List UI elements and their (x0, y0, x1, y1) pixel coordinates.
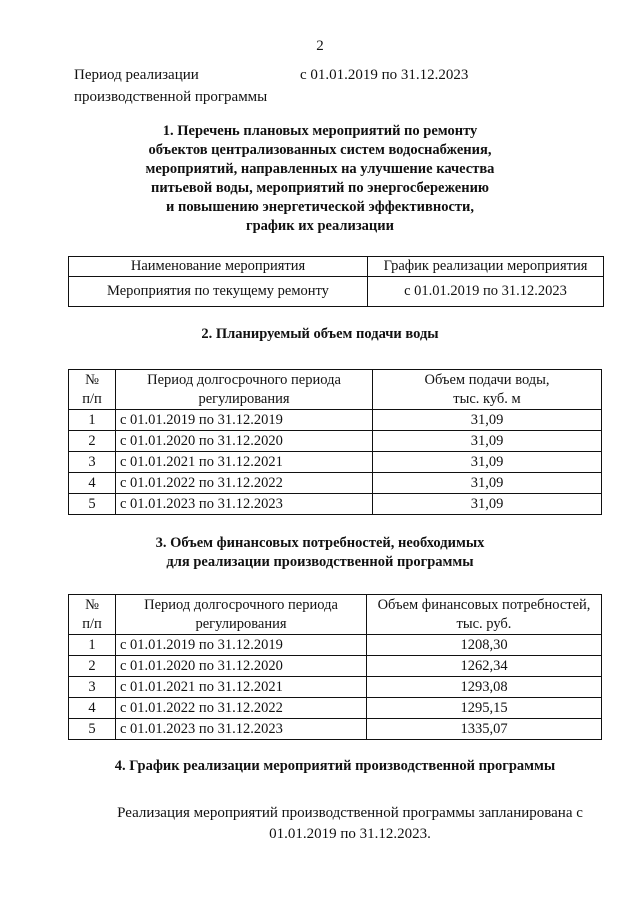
row-amount: 1293,08 (367, 677, 602, 698)
row-amount: 1262,34 (367, 656, 602, 677)
header-period-line1: Период долгосрочного периода (144, 596, 338, 613)
row-amount: 1335,07 (367, 719, 602, 740)
table-row (69, 677, 602, 698)
row-volume: 31,09 (373, 452, 602, 473)
row-volume: 31,09 (373, 431, 602, 452)
table-row (69, 410, 602, 431)
header-period (116, 595, 367, 635)
row-number: 3 (69, 452, 116, 473)
section4-title: 4. График реализации мероприятий производственной программы (114, 758, 556, 774)
header-period-line1: Период долгосрочного периода (147, 371, 341, 388)
row-number: 4 (69, 473, 116, 494)
section1-title-line: объектов централизованных систем водоснабжения, (148, 142, 492, 158)
header-number-line2: п/п (82, 615, 102, 632)
row-number: 1 (69, 635, 116, 656)
period-label-line1: Период реализации (74, 67, 199, 83)
row-number: 5 (69, 494, 116, 515)
table-row (69, 719, 602, 740)
row-number: 2 (69, 431, 116, 452)
header-period-line2: регулирования (195, 615, 287, 632)
row-period: с 01.01.2020 по 31.12.2020 (116, 656, 367, 677)
row-number: 2 (69, 656, 116, 677)
measures-table (68, 256, 604, 307)
row-amount: 1208,30 (367, 635, 602, 656)
row-period: с 01.01.2023 по 31.12.2023 (116, 719, 367, 740)
header-measure-name: Наименование мероприятия (69, 257, 368, 277)
table-row (69, 473, 602, 494)
header-number-line1: № (85, 596, 99, 613)
section3-title (60, 534, 580, 572)
table-header-row (69, 595, 602, 635)
water-supply-table (68, 369, 602, 515)
table-row (69, 635, 602, 656)
table-row (69, 494, 602, 515)
section4-text-line1: Реализация мероприятий производственной программы запланирована с (117, 805, 583, 821)
period-value: с 01.01.2019 по 31.12.2023 (300, 67, 469, 83)
header-number (69, 370, 116, 410)
header-financial-needs (367, 595, 602, 635)
section3-title-line2: для реализации производственной программы (166, 554, 474, 570)
section1-title-line: мероприятий, направленных на улучшение качества (145, 161, 495, 177)
row-number: 4 (69, 698, 116, 719)
row-number: 3 (69, 677, 116, 698)
row-amount: 1295,15 (367, 698, 602, 719)
section1-title-line: питьевой воды, мероприятий по энергосбережению (150, 180, 490, 196)
header-volume-line1: Объем подачи воды, (424, 371, 550, 388)
measure-schedule-cell: с 01.01.2019 по 31.12.2023 (368, 277, 604, 307)
header-number-line2: п/п (82, 390, 102, 407)
header-number-line1: № (85, 371, 99, 388)
row-period: с 01.01.2022 по 31.12.2022 (116, 473, 373, 494)
section1-title-line: график их реализации (245, 218, 394, 234)
header-period (116, 370, 373, 410)
table-header-row (69, 257, 604, 277)
header-schedule: График реализации мероприятия (368, 257, 604, 277)
section1-title-line: и повышению энергетической эффективности, (166, 199, 474, 215)
row-volume: 31,09 (373, 473, 602, 494)
row-period: с 01.01.2022 по 31.12.2022 (116, 698, 367, 719)
row-period: с 01.01.2019 по 31.12.2019 (116, 410, 373, 431)
table-row (69, 656, 602, 677)
section1-title-line: 1. Перечень плановых мероприятий по ремонту (162, 123, 478, 139)
row-volume: 31,09 (373, 410, 602, 431)
row-period: с 01.01.2021 по 31.12.2021 (116, 452, 373, 473)
header-financial-line2: тыс. руб. (456, 615, 512, 632)
table-row (69, 431, 602, 452)
table-row (69, 698, 602, 719)
financial-needs-table (68, 594, 602, 740)
page-number: 2 (316, 38, 324, 54)
row-period: с 01.01.2020 по 31.12.2020 (116, 431, 373, 452)
row-period: с 01.01.2021 по 31.12.2021 (116, 677, 367, 698)
header-volume (373, 370, 602, 410)
header-number (69, 595, 116, 635)
row-volume: 31,09 (373, 494, 602, 515)
period-label-line2: производственной программы (74, 89, 268, 105)
row-period: с 01.01.2023 по 31.12.2023 (116, 494, 373, 515)
header-volume-line2: тыс. куб. м (453, 390, 521, 407)
row-number: 1 (69, 410, 116, 431)
row-period: с 01.01.2019 по 31.12.2019 (116, 635, 367, 656)
section4-text-line2: 01.01.2019 по 31.12.2023. (269, 826, 431, 842)
measure-name-cell: Мероприятия по текущему ремонту (69, 277, 368, 307)
row-number: 5 (69, 719, 116, 740)
section2-title: 2. Планируемый объем подачи воды (201, 326, 439, 342)
table-row (69, 452, 602, 473)
period-label (74, 64, 304, 108)
table-row (69, 277, 604, 307)
header-financial-line1: Объем финансовых потребностей, (377, 596, 591, 613)
table-header-row (69, 370, 602, 410)
section3-title-line1: 3. Объем финансовых потребностей, необходимых (155, 535, 485, 551)
section1-title (60, 122, 580, 236)
header-period-line2: регулирования (198, 390, 290, 407)
section4-text (80, 803, 620, 845)
